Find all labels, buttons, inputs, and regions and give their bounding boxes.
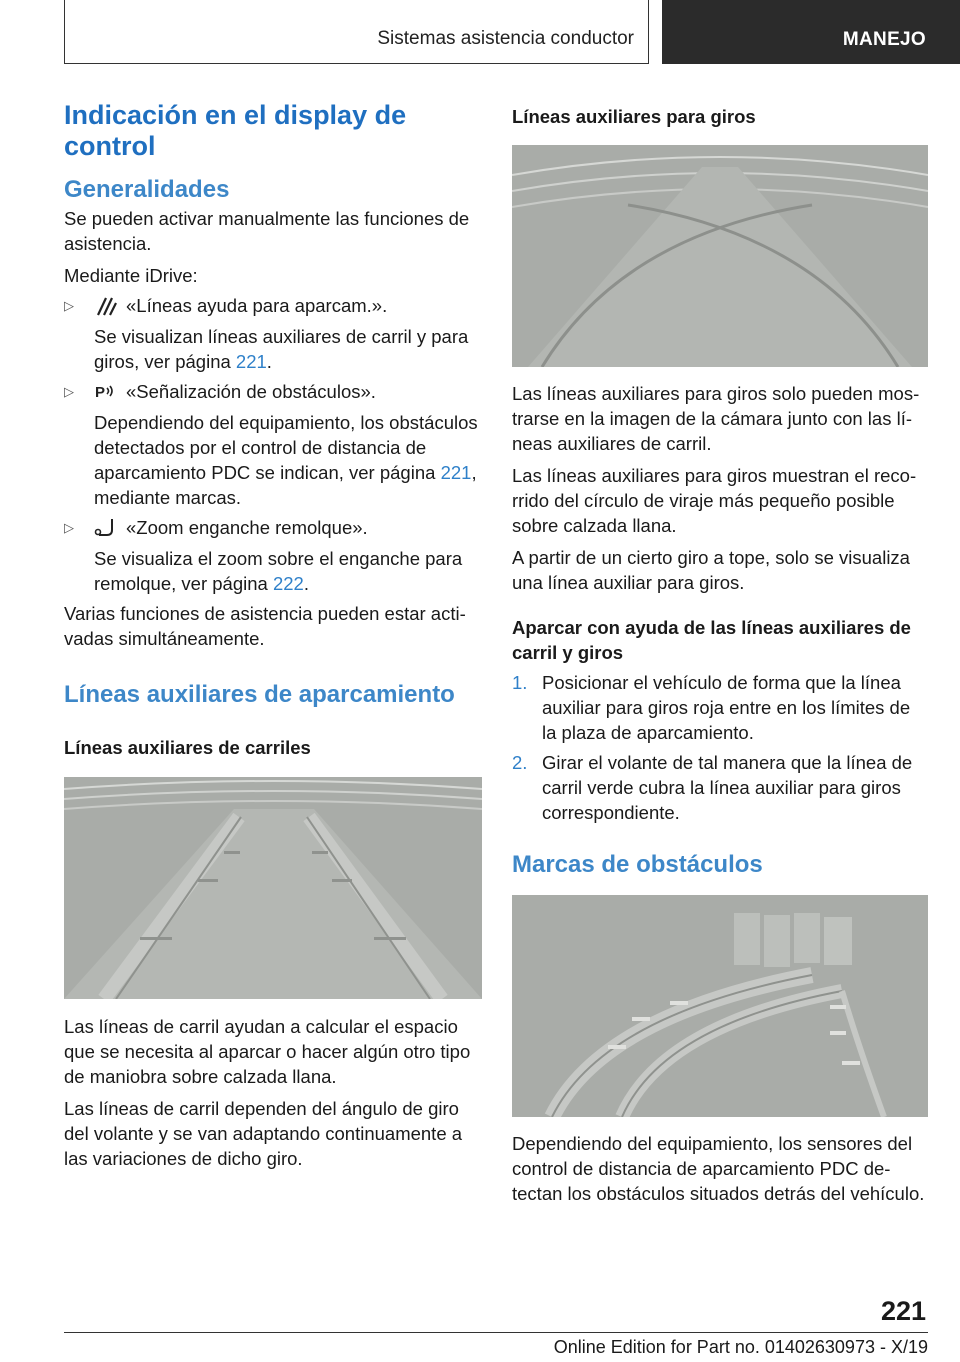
list-item: ▷ «Zoom enganche remolque». Se visualiza el zoom sobre el enganche para remolque, ver página 222.	[64, 517, 463, 594]
turning-lines-text-1: Las líneas auxiliares para giros solo pueden mostrarse en la imagen de la cámara junto con las líneas auxiliares de carril.	[512, 383, 920, 454]
triangle-bullet-icon: ▷	[64, 298, 74, 313]
lane-lines-text-2: Las líneas de carril dependen del ángulo de giro del volante y se van adaptando continuamente a las variaciones de dicho giro.	[64, 1098, 463, 1169]
varias-funciones-text: Varias funciones de asistencia pueden estar activadas simultáneamente.	[64, 603, 466, 649]
aparcar-subheading: Aparcar con ayuda de las líneas auxiliares de carril y giros	[512, 617, 911, 663]
left-column	[64, 100, 482, 1171]
list-item: ▷ P «Señalización de obstáculos». Dependiendo del equipamiento, los obstáculos detectados por el control de distancia de aparcamiento PDC se indican, ver página 221, mediante marcas.	[64, 381, 478, 508]
lineas-carriles-subheading: Líneas auxiliares de carriles	[64, 737, 311, 758]
list-item-desc: Se visualiza el zoom sobre el enganche para remolque, ver página	[94, 548, 463, 594]
page-link[interactable]: 222	[272, 573, 304, 594]
triangle-bullet-icon: ▷	[64, 384, 74, 399]
marcas-heading: Marcas de obstáculos	[512, 851, 763, 878]
turning-lines-text-3: A partir de un cierto giro a tope, solo se visualiza una línea auxiliar para giros.	[512, 547, 910, 593]
menu-item-obstacle-marking: «Señalización de obstáculos».	[126, 381, 376, 402]
menu-item-trailer-zoom: «Zoom enganche remolque».	[126, 517, 368, 538]
list-item	[512, 670, 928, 745]
lineas-giros-subheading: Líneas auxiliares para giros	[512, 106, 756, 127]
step-text: Girar el volante de tal manera que la línea de carril verde cubra la línea auxiliar para giros correspondiente.	[542, 752, 913, 823]
step-text: Posicionar el vehículo de forma que la línea auxiliar para giros roja entre en los límites de la plaza de aparcamiento.	[542, 672, 911, 743]
page-number: 221	[880, 1296, 926, 1326]
footer-divider	[64, 1332, 928, 1333]
svg-text:P: P	[95, 384, 106, 401]
menu-item-parking-lines: «Líneas ayuda para aparcam.».	[126, 295, 388, 316]
triangle-bullet-icon: ▷	[64, 520, 74, 535]
page-title: Indicación en el display de control	[64, 100, 407, 161]
header-section-title: Sistemas asistencia conductor	[377, 28, 634, 49]
header-chapter-label: MANEJO	[842, 29, 926, 50]
list-item	[512, 750, 928, 825]
mediante-idrive: Mediante iDrive:	[64, 265, 198, 286]
trailer-hitch-icon	[94, 518, 118, 538]
lane-lines-figure	[64, 777, 482, 999]
right-column	[512, 100, 928, 1206]
list-item-desc: Dependiendo del equipamiento, los obstáculos detectados por el control de distancia de aparcamiento PDC se indican, ver página	[94, 412, 478, 483]
obstacle-marks-figure	[512, 895, 928, 1117]
obstacle-marks-text: Dependiendo del equipamiento, los sensores del control de distancia de aparcamiento PDC detectan los obstáculos situados detrás del vehículo.	[512, 1133, 925, 1204]
list-item-desc: Se visualizan líneas auxiliares de carril y para giros, ver página	[94, 326, 469, 372]
step-number: 1.	[512, 672, 528, 693]
header-chapter-tab	[662, 0, 960, 64]
lane-lines-text-1: Las líneas de carril ayudan a calcular el espacio que se necesita al aparcar o hacer algún otro tipo de maniobra sobre calzada llana.	[64, 1016, 471, 1087]
list-item: ▷ «Líneas ayuda para aparcam.». Se visualizan líneas auxiliares de carril y para giros, ver página 221.	[64, 295, 469, 372]
footer-edition: Online Edition for Part no. 01402630973 - X/19	[553, 1337, 928, 1357]
page-link[interactable]: 221	[440, 462, 472, 483]
turning-lines-text-2: Las líneas auxiliares para giros muestran el recorrido del círculo de viraje más pequeño posible sobre calzada llana.	[512, 465, 917, 536]
turning-lines-figure	[512, 145, 928, 367]
obstacle-marking-icon	[94, 382, 118, 402]
generalidades-intro: Se pueden activar manualmente las funciones de asistencia.	[64, 208, 470, 254]
page-link[interactable]: 221	[235, 351, 267, 372]
generalidades-heading: Generalidades	[64, 176, 230, 203]
step-number: 2.	[512, 752, 528, 773]
parking-lines-icon	[94, 296, 118, 316]
lineas-aparcamiento-heading: Líneas auxiliares de aparcamiento	[64, 681, 455, 708]
